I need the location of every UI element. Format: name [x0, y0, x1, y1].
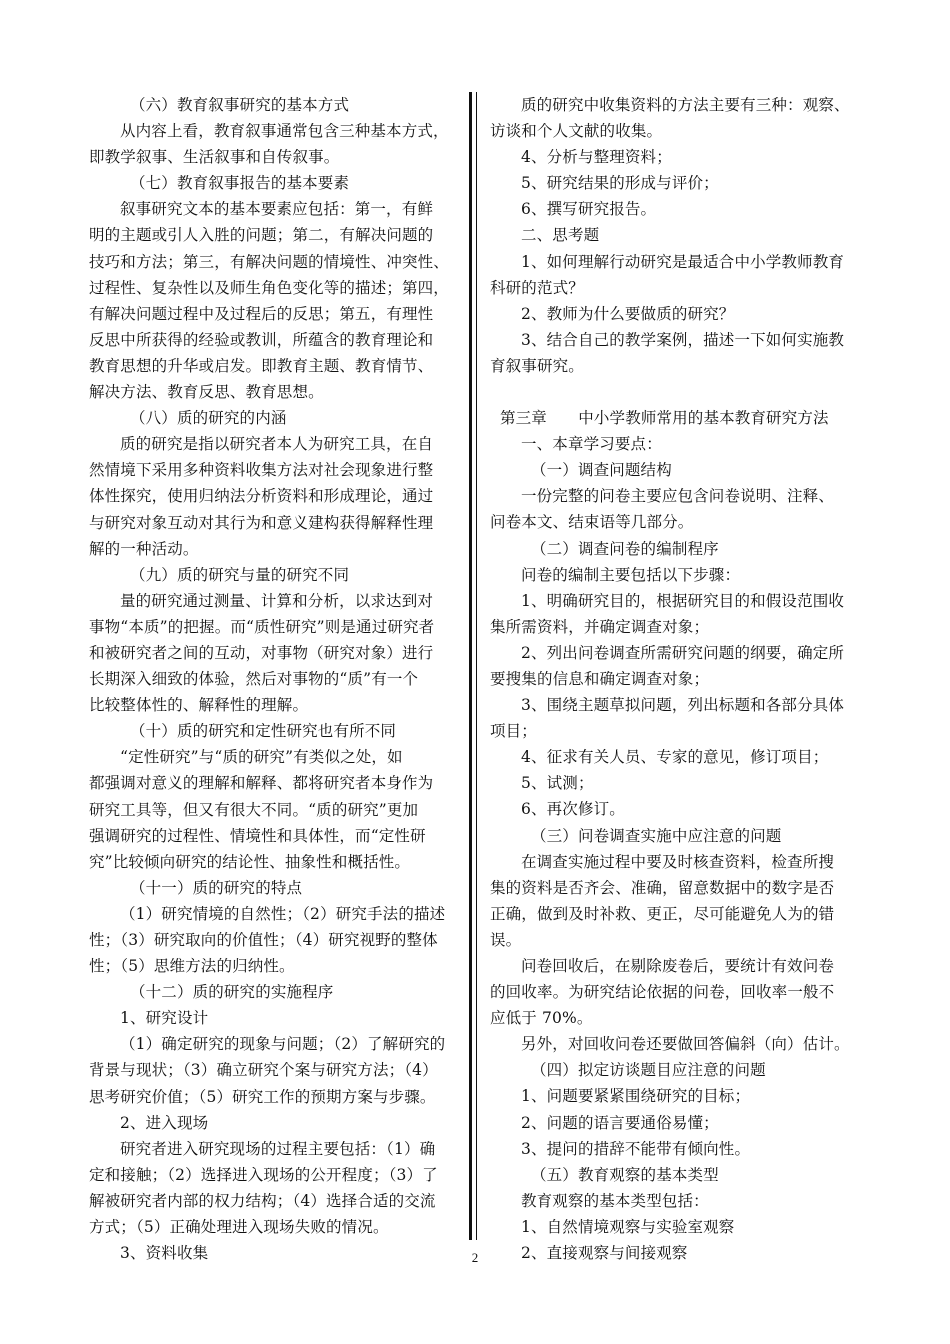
text-line: 体性探究，使用归纳法分析资料和形成理论，通过	[89, 487, 434, 506]
text-line: 二、思考题	[521, 226, 600, 245]
text-line: 教育思想的升华或启发。即教育主题、教育情节、	[89, 356, 434, 375]
text-line: 3、结合自己的教学案例，描述一下如何实施教	[521, 330, 845, 349]
text-line: 问卷回收后，在剔除废卷后，要统计有效问卷	[521, 957, 835, 975]
text-line: 都强调对意义的理解和解释、都将研究者本身作为	[89, 774, 434, 793]
text-line: 事物“本质”的把握。而“质性研究”则是通过研究者	[89, 617, 435, 636]
text-line: 1、如何理解行动研究是最适合中小学教师教育	[521, 252, 845, 271]
text-line: 解被研究者内部的权力结构；（4）选择合适的交流	[89, 1191, 436, 1210]
text-line: 在调查实施过程中要及时核查资料，检查所搜	[521, 852, 835, 871]
text-line: 长期深入细致的体验，然后对事物的“质”有一个	[89, 670, 419, 689]
text-line: 2、问题的语言要通俗易懂；	[521, 1113, 719, 1132]
chapter-heading: 第三章 中小学教师常用的基本教育研究方法	[500, 409, 829, 428]
text-line: 项目；	[490, 722, 537, 741]
text-line: （四）拟定访谈题目应注意的问题	[531, 1061, 766, 1080]
text-line: 一、本章学习要点：	[521, 435, 662, 454]
text-line: 5、研究结果的形成与评价；	[521, 174, 719, 193]
text-line: 叙事研究文本的基本要素应包括：第一，有鲜	[120, 200, 434, 219]
text-line: （五）教育观察的基本类型	[531, 1165, 719, 1184]
text-line: 过程性、复杂性以及师生角色变化等的描述；第四，	[89, 278, 449, 297]
text-line: 2、教师为什么要做质的研究？	[521, 304, 735, 323]
text-line: 量的研究通过测量、计算和分析，以求达到对	[120, 591, 434, 610]
text-line: （六）教育叙事研究的基本方式	[130, 96, 350, 114]
text-line: 育叙事研究。	[490, 356, 584, 375]
text-line: 访谈和个人文献的收集。	[490, 122, 663, 141]
text-line: 和被研究者之间的互动，对事物（研究对象）进行	[89, 643, 434, 662]
text-line: 性；（5）思维方法的归纳性。	[89, 957, 295, 976]
text-line: 究”比较倾向研究的结论性、抽象性和概括性。	[89, 852, 411, 871]
text-line: 5、试测；	[521, 774, 594, 793]
text-line: 思考研究价值；（5）研究工作的预期方案与步骤。	[89, 1087, 436, 1106]
text-line: 的回收率。为研究结论依据的问卷，回收率一般不	[490, 983, 835, 1002]
text-line: 3、提问的措辞不能带有倾向性。	[521, 1139, 751, 1158]
text-line: （三）问卷调查实施中应注意的问题	[531, 826, 782, 845]
text-line: 明的主题或引人入胜的问题；第二，有解决问题的	[89, 226, 434, 245]
text-line: （十）质的研究和定性研究也有所不同	[130, 722, 397, 741]
text-line: 强调研究的过程性、情境性和具体性，而“定性研	[89, 826, 426, 845]
text-line: 解决方法、教育反思、教育思想。	[89, 383, 324, 402]
text-line: 1、自然情境观察与实验室观察	[521, 1217, 735, 1236]
text-line: 然情境下采用多种资料收集方法对社会现象进行整	[89, 461, 434, 480]
text-line: 教育观察的基本类型包括：	[521, 1191, 709, 1210]
text-line: 研究者进入研究现场的过程主要包括：（1）确	[120, 1139, 436, 1158]
text-line: 6、撰写研究报告。	[521, 200, 657, 219]
text-line: 科研的范式？	[490, 278, 584, 297]
text-line: 质的研究中收集资料的方法主要有三种：观察、	[521, 96, 850, 114]
text-line: （一）调查问题结构	[531, 461, 672, 480]
column-divider-thin	[476, 92, 477, 1240]
text-line: 3、资料收集	[120, 1244, 209, 1263]
text-line: 反思中所获得的经验或教训，所蕴含的教育理论和	[89, 330, 434, 349]
text-line: 解的一种活动。	[89, 539, 199, 558]
text-line: 要搜集的信息和确定调查对象；	[490, 669, 710, 688]
text-line: （七）教育叙事报告的基本要素	[130, 174, 350, 193]
text-line: 方式；（5）正确处理进入现场失败的情况。	[89, 1218, 389, 1237]
text-line: 2、进入现场	[120, 1113, 209, 1132]
text-line: 6、再次修订。	[521, 800, 625, 819]
text-line: 集的资料是否齐会、准确，留意数据中的数字是否	[490, 878, 835, 897]
text-line: 集所需资料，并确定调查对象；	[490, 617, 710, 636]
text-line: 性；（3）研究取向的价值性；（4）研究视野的整体	[89, 931, 438, 949]
text-line: （1）确定研究的现象与问题；（2）了解研究的	[120, 1035, 446, 1054]
text-line: 正确，做到及时补救、更正，尽可能避免人为的错	[490, 904, 835, 923]
text-line: 1、研究设计	[120, 1009, 209, 1028]
column-divider-thick	[469, 92, 472, 1240]
text-line: 技巧和方法；第三，有解决问题的情境性、冲突性、	[89, 252, 449, 271]
text-line: 问卷本文、结束语等几部分。	[490, 513, 694, 532]
text-line: 与研究对象互动对其行为和意义建构获得解释性理	[89, 513, 434, 532]
text-line: “定性研究”与“质的研究”有类似之处，如	[120, 748, 403, 767]
text-line: 有解决问题过程中及过程后的反思；第五，有理性	[89, 304, 434, 323]
text-line: 比较整体性的、解释性的理解。	[89, 696, 309, 715]
text-line: （八）质的研究的内涵	[130, 409, 287, 428]
text-line: 4、征求有关人员、专家的意见，修订项目；	[521, 748, 829, 767]
text-line: 质的研究是指以研究者本人为研究工具，在自	[120, 435, 434, 454]
text-line: 应低于 70%。	[490, 1009, 593, 1028]
text-line: （十二）质的研究的实施程序	[130, 983, 334, 1002]
text-line: （二）调查问卷的编制程序	[531, 539, 719, 558]
text-line: （九）质的研究与量的研究不同	[130, 565, 350, 584]
text-line: 误。	[490, 930, 522, 949]
text-line: 3、围绕主题草拟问题，列出标题和各部分具体	[521, 696, 845, 715]
text-line: 2、列出问卷调查所需研究问题的纲要，确定所	[521, 643, 845, 662]
text-line: （1）研究情境的自然性；（2）研究手法的描述	[120, 904, 446, 923]
text-line: 1、明确研究目的，根据研究目的和假设范围收	[521, 591, 845, 610]
text-line: 问卷的编制主要包括以下步骤：	[521, 565, 741, 584]
paragraph-gap	[490, 379, 850, 405]
text-line: 即教学叙事、生活叙事和自传叙事。	[89, 148, 340, 167]
left-column	[89, 92, 449, 1266]
text-line: 背景与现状；（3）确立研究个案与研究方法；（4）	[89, 1061, 438, 1080]
text-line: 1、问题要紧紧围绕研究的目标；	[521, 1087, 751, 1106]
text-line: 一份完整的问卷主要应包含问卷说明、注释、	[521, 487, 835, 506]
text-line: 从内容上看，教育叙事通常包含三种基本方式，	[120, 122, 449, 141]
text-line: 定和接触；（2）选择进入现场的公开程度；（3）了	[89, 1165, 438, 1184]
text-line: 4、分析与整理资料；	[521, 148, 672, 167]
text-line: （十一）质的研究的特点	[130, 878, 303, 897]
page-number: 2	[471, 1250, 479, 1265]
text-line: 2、直接观察与间接观察	[521, 1244, 688, 1263]
text-line: 另外，对回收问卷还要做回答偏斜（向）估计。	[521, 1035, 850, 1054]
right-column	[490, 92, 850, 1266]
text-line: 研究工具等，但又有很大不同。“质的研究”更加	[89, 800, 419, 819]
